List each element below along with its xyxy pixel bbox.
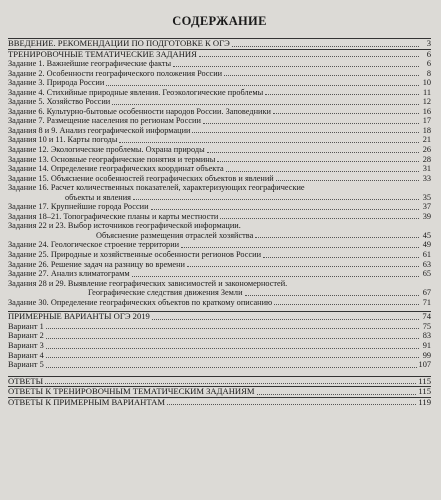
toc-entry-task22-line2: Объяснение размещения отраслей хозяйства 45 <box>96 230 431 240</box>
toc-entry: Задание 6. Культурно-бытовые особенности народов России. Заповедники 16 <box>8 106 431 116</box>
toc-entry-variant: Вариант 5 107 <box>8 360 431 370</box>
toc-entry: Задание 25. Природные и хозяйственные особенности регионов России 61 <box>8 250 431 260</box>
toc-entry: Задание 14. Определение географических координат объекта 31 <box>8 164 431 174</box>
toc-entry: Задание 27. Анализ климатограмм 65 <box>8 269 431 279</box>
toc-entry: Задание 26. Решение задач на разницу во времени 63 <box>8 259 431 269</box>
toc-entry-task16-line2: объекты и явления 35 <box>65 192 431 202</box>
toc-section-training: ТРЕНИРОВОЧНЫЕ ТЕМАТИЧЕСКИЕ ЗАДАНИЯ 6 <box>8 48 431 59</box>
toc-entry: Задание 5. Хозяйство России 12 <box>8 97 431 107</box>
toc-entry-variant: Вариант 1 75 <box>8 321 431 331</box>
page-number: 3 <box>426 38 431 48</box>
toc-entry: Задание 12. Экологические проблемы. Охрана природы 26 <box>8 145 431 155</box>
toc-entry-task28-line2: Географические следствия движения Земли 67 <box>88 288 431 298</box>
toc-section-variants: ПРИМЕРНЫЕ ВАРИАНТЫ ОГЭ 2019 74 <box>8 311 431 322</box>
toc-section-answers: ОТВЕТЫ 115 <box>8 375 431 386</box>
toc-entry: Задание 13. Основные географические понятия и термины 28 <box>8 154 431 164</box>
task-list <box>8 59 431 307</box>
toc-entry: Задание 3. Природа России 10 <box>8 78 431 88</box>
page-number: 6 <box>426 48 431 59</box>
toc-section-answers-training: ОТВЕТЫ К ТРЕНИРОВОЧНЫМ ТЕМАТИЧЕСКИМ ЗАДАНИЯМ 115 <box>8 386 431 397</box>
toc-entry: Задание 15. Объяснение особенностей географических объектов и явлений 33 <box>8 173 431 183</box>
page-number: 115 <box>418 375 431 386</box>
toc-entry-task22-line1: Задания 22 и 23. Выбор источников географической информации. <box>8 221 241 231</box>
page-number: 119 <box>418 396 431 407</box>
page-number: 74 <box>422 311 431 322</box>
toc-entry-task28-line1: Задания 28 и 29. Выявление географических зависимостей и закономерностей. <box>8 278 288 288</box>
toc-entry-task16-line1: Задание 16. Расчет количественных показателей, характеризующих географические <box>8 183 305 193</box>
toc-entry: Задание 2. Особенности географического положения России 8 <box>8 68 431 78</box>
toc-entry-variant: Вариант 2 83 <box>8 331 431 341</box>
toc-entry: Задания 10 и 11. Карты погоды 21 <box>8 135 431 145</box>
toc-entry: Задание 17. Крупнейшие города России 37 <box>8 202 431 212</box>
toc-entry: Задания 18–21. Топографические планы и карты местности 39 <box>8 211 431 221</box>
page-number: 115 <box>418 386 431 397</box>
toc-entry-intro: ВВЕДЕНИЕ. РЕКОМЕНДАЦИИ ПО ПОДГОТОВКЕ К ОГЭ 3 <box>8 38 431 48</box>
toc-entry: Задание 1. Важнейшие географические факты 6 <box>8 59 431 69</box>
toc-entry: Задание 4. Стихийные природные явления. Геоэкологические проблемы 11 <box>8 87 431 97</box>
toc-entry-variant: Вариант 4 99 <box>8 350 431 360</box>
page-title: СОДЕРЖАНИЕ <box>172 14 267 28</box>
toc-entry-variant: Вариант 3 91 <box>8 340 431 350</box>
toc-entry: Задание 30. Определение географических объектов по краткому описанию 71 <box>8 297 431 307</box>
toc-entry: Задания 8 и 9. Анализ географической информации 18 <box>8 125 431 135</box>
variant-list <box>8 322 431 370</box>
toc-section-answers-variants: ОТВЕТЫ К ПРИМЕРНЫМ ВАРИАНТАМ 119 <box>8 396 431 407</box>
toc-entry: Задание 24. Геологическое строение территории 49 <box>8 240 431 250</box>
toc-entry: Задание 7. Размещение населения по регионам России 17 <box>8 116 431 126</box>
